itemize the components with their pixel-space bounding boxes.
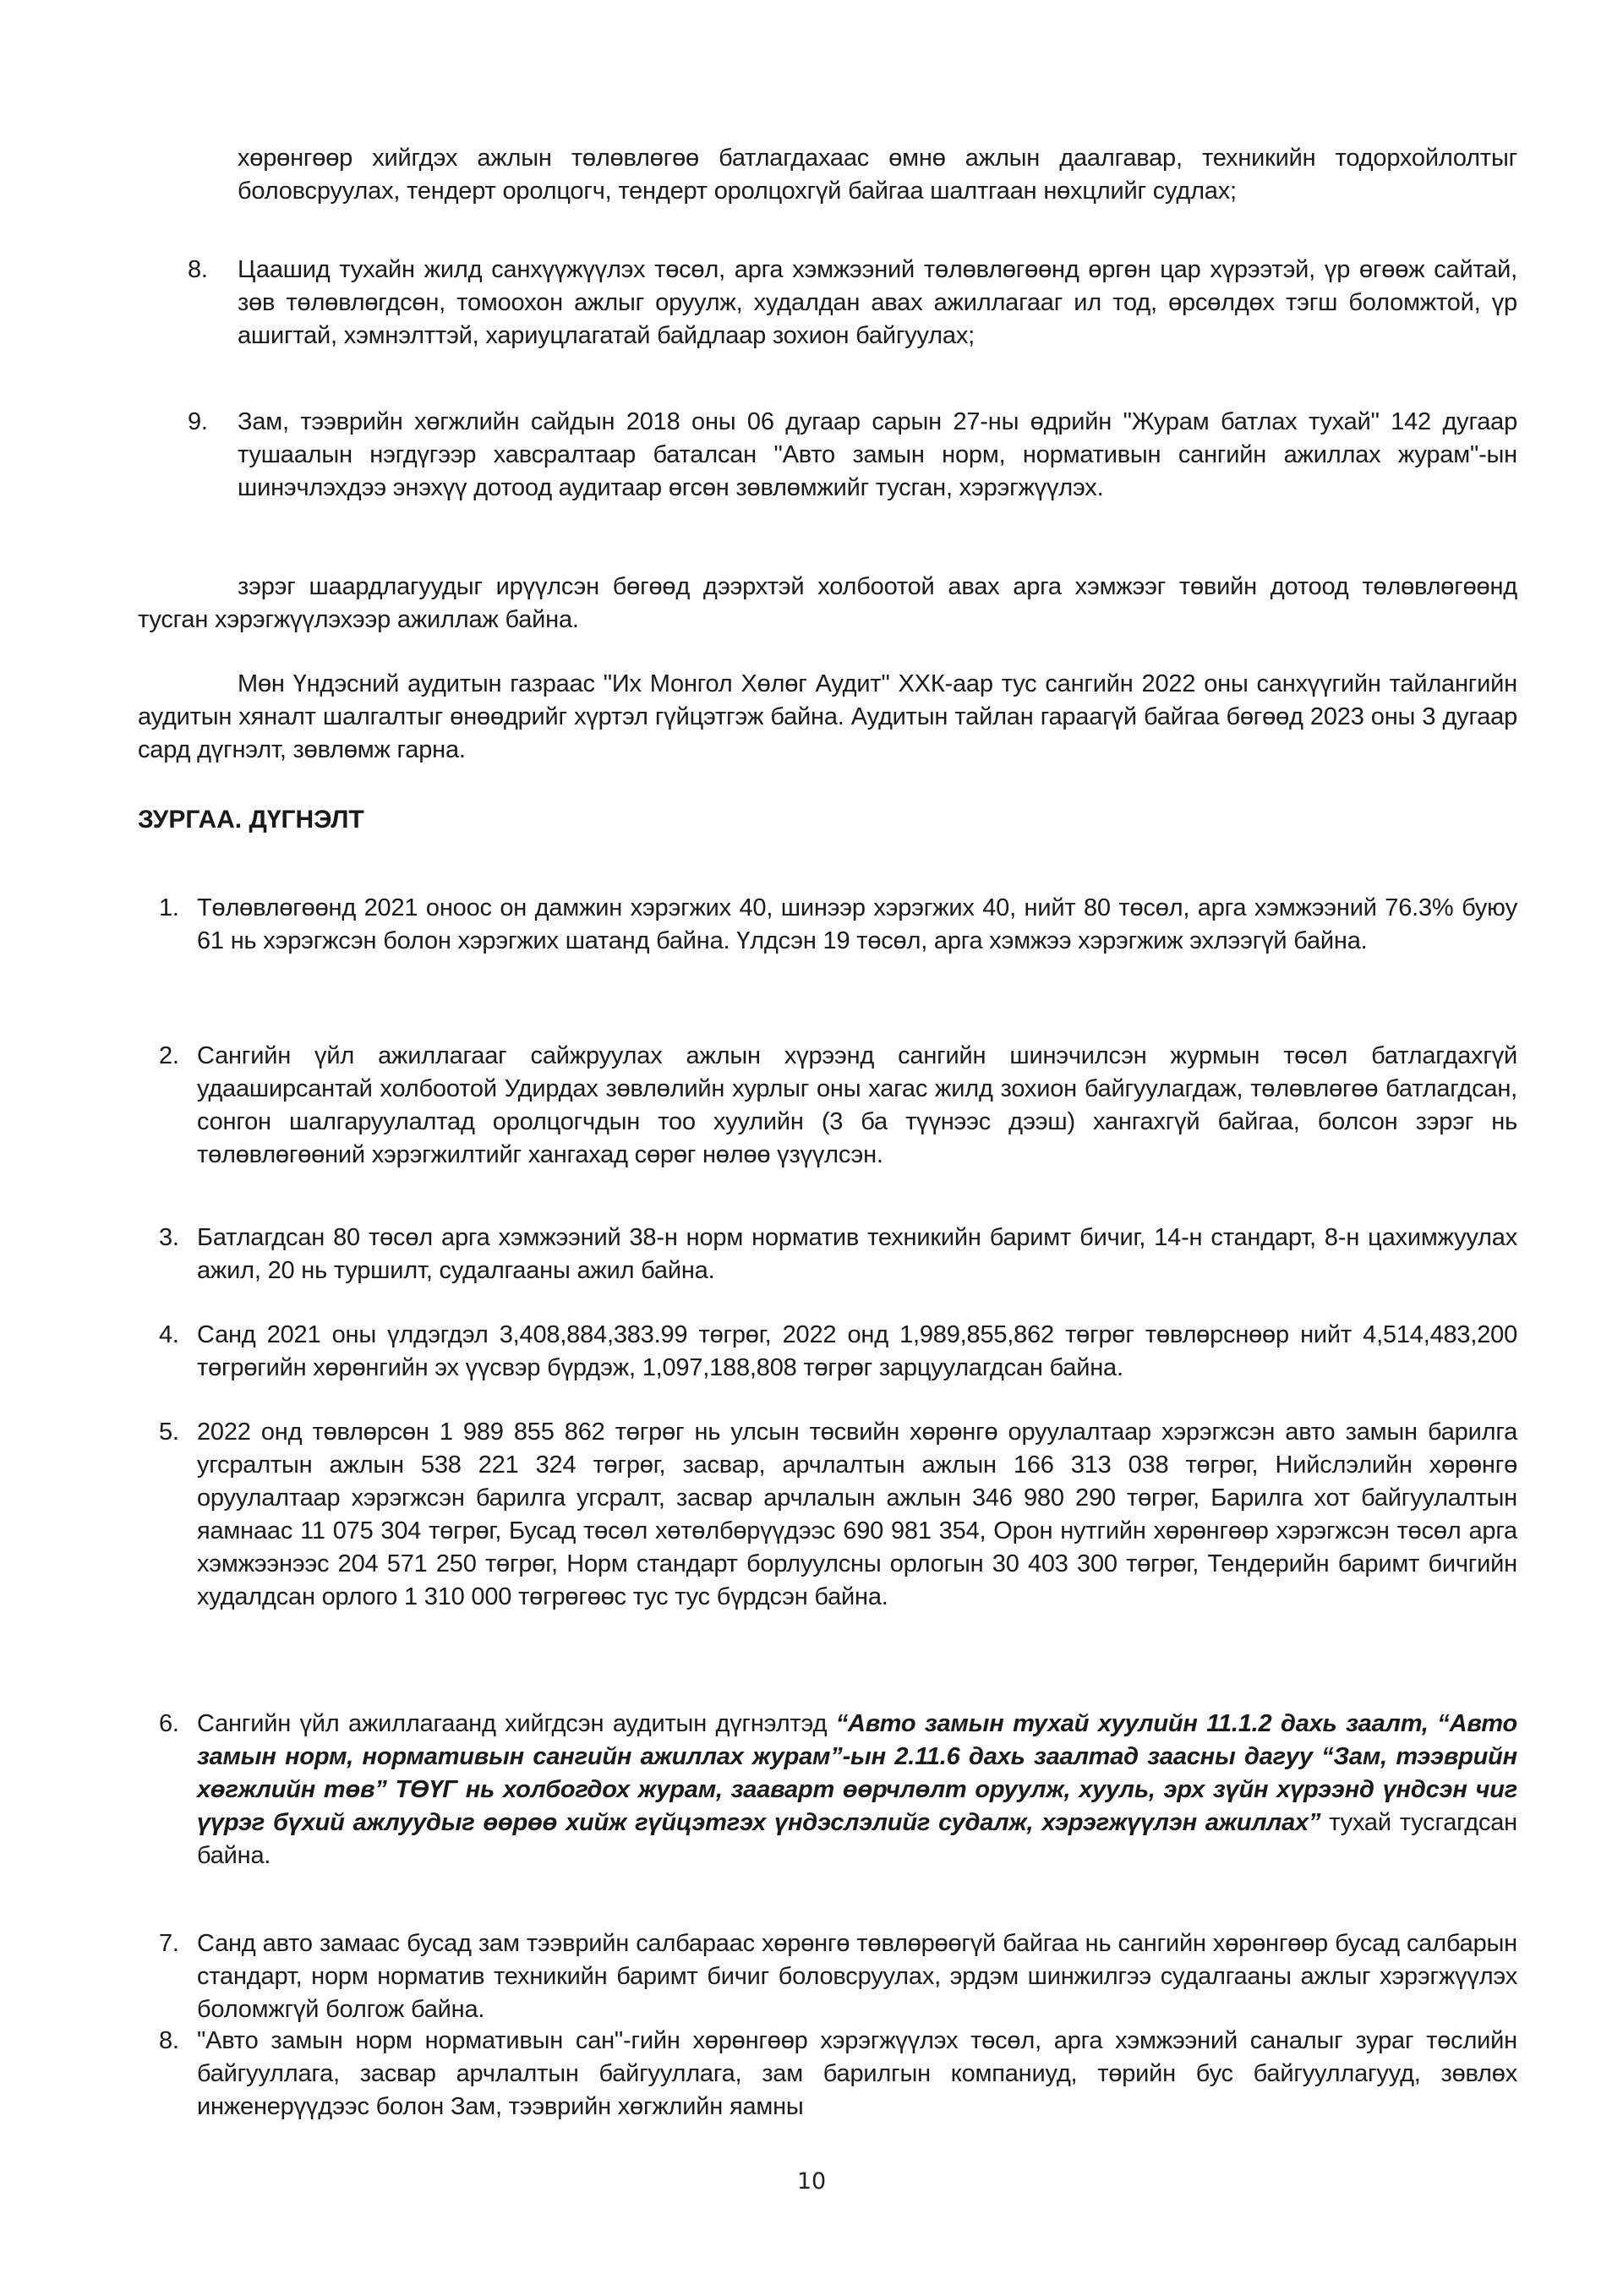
section-heading: ЗУРГАА. ДҮГНЭЛТ — [138, 806, 364, 834]
list-item-text: Төлөвлөгөөнд 2021 оноос он дамжин хэрэгжих 40, шинээр хэрэгжих 40, нийт 80 төсөл, арга хэмжээний 76.3% буюу 61 нь хэрэгжсэн болон хэрэгжих шатанд байна. Үлдсэн 19 төсөл, арга хэмжээ хэрэгжиж эхлээгүй байна. — [197, 894, 1517, 954]
conclusion-item-6 — [159, 1708, 1517, 1872]
audit-paragraph: Мөн Үндэсний аудитын газраас "Их Монгол Хөлөг Аудит" ХХК-аар тус сангийн 2022 оны санхүүгийн тайлангийн аудитын хяналт шалгалтыг өнөөдрийг хүртэл гүйцэтгэж байна. Аудитын тайлан гараагүй байгаа бөгөөд 2023 оны 3 дугаар сард дүгнэлт, зөвлөмж гарна. — [138, 670, 1517, 763]
conclusion-item-5 — [159, 1416, 1517, 1614]
conclusion-item-1 — [159, 892, 1517, 958]
list-number: 2. — [159, 1042, 179, 1069]
list-number: 4. — [159, 1321, 179, 1348]
page-number: 10 — [796, 2168, 827, 2195]
requirements-paragraph: зэрэг шаардлагуудыг ирүүлсэн бөгөөд дээрхтэй холбоотой авах арга хэмжээг төвийн дотоод төлөвлөгөөнд тусган хэрэгжүүлэхээр ажиллаж байна. — [138, 573, 1517, 633]
list-number: 7. — [159, 1930, 179, 1957]
list-item-text: Сангийн үйл ажиллагааг сайжруулах ажлын хүрээнд сангийн шинэчилсэн журмын төсөл батлагдахгүй удааширсантай холбоотой Удирдах зөвлөлийн хурлыг оны хагас жилд зохион байгуулагдаж, төлөвлөгөө батлагдсан, сонгон шалгаруулалтад оролцогчдын тоо хуулийн (3 ба түүнээс дээш) хангахгүй байгаа, болсон зэрэг нь төлөвлөгөөний хэрэгжилтийг хангахад сөрөг нөлөө үзүүлсэн. — [197, 1042, 1517, 1168]
list-number: 8. — [188, 256, 208, 283]
text-regular: Сангийн үйл ажиллагаанд хийгдсэн аудитын дүгнэлтэд — [197, 1710, 836, 1737]
list-number: 5. — [159, 1419, 179, 1446]
list-item-text: Санд 2021 оны үлдэгдэл 3,408,884,383.99 төгрөг, 2022 онд 1,989,855,862 төгрөг төвлөрснөөр нийт 4,514,483,200 төгрөгийн хөрөнгийн эх үүсвэр бүрдэж, 1,097,188,808 төгрөг зарцуулагдсан байна. — [197, 1321, 1517, 1381]
list-item-text: Санд авто замаас бусад зам тээврийн салбараас хөрөнгө төвлөрөөгүй байгаа нь сангийн хөрөнгөөр бусад салбарын стандарт, норм норматив техникийн баримт бичиг боловсруулах, эрдэм шинжилгээ судалгааны ажлыг хэрэгжүүлэх боломжгүй болгож байна. — [197, 1930, 1517, 2023]
list-item-text — [197, 1708, 1517, 1872]
list-number: 9. — [188, 408, 208, 435]
list-item-text: Зам, тээврийн хөгжлийн сайдын 2018 оны 06 дугаар сарын 27-ны өдрийн "Журам батлах тухай" 142 дугаар тушаалын нэгдүгээр хавсралтаар баталсан "Авто замын норм, нормативын сангийн ажиллах журам"-ын шинэчлэхдээ энэхүү дотоод аудитаар өгсөн зөвлөмжийг тусган, хэрэгжүүлэх. — [238, 408, 1517, 501]
list-number: 1. — [159, 894, 179, 921]
conclusion-item-8 — [159, 2025, 1517, 2124]
text-bold-italic-quote: “Авто замын тухай хуулийн 11.1.2 дахь заалт, “Авто замын норм, нормативын сангийн ажиллах журам”-ын 2.11.6 дахь заалтад заасны дагуу “Зам, тээврийн хөгжлийн төв” ТӨҮГ нь холбогдох журам, зааварт өөрчлөлт оруулж, хууль, эрх зүйн хүрээнд үндсэн чиг үүрэг бүхий ажлуудыг өөрөө хийж гүйцэтгэх үндэслэлийг судалж, хэрэгжүүлэн ажиллах” — [197, 1710, 1517, 1836]
text-regular: тухай тусгагдсан байна. — [197, 1809, 1517, 1869]
list-number: 8. — [159, 2027, 179, 2054]
continuation-paragraph: хөрөнгөөр хийгдэх ажлын төлөвлөгөө батлагдахаас өмнө ажлын даалгавар, техникийн тодорхойлолтыг боловсруулах, тендерт оролцогч, тендерт оролцохгүй байгаа шалтгаан нөхцлийг судлах; — [238, 145, 1517, 205]
conclusion-item-3 — [159, 1222, 1517, 1287]
conclusion-item-2 — [159, 1040, 1517, 1172]
list-number: 6. — [159, 1710, 179, 1737]
list-item-text: Батлагдсан 80 төсөл арга хэмжээний 38-н норм норматив техникийн баримт бичиг, 14-н стандарт, 8-н цахимжуулах ажил, 20 нь туршилт, судалгааны ажил байна. — [197, 1224, 1517, 1284]
list-item-text: 2022 онд төвлөрсөн 1 989 855 862 төгрөг нь улсын төсвийн хөрөнгө оруулалтаар хэрэгжсэн авто замын барилга угсралтын ажлын 538 221 324 төгрөг, засвар, арчлалтын ажлын 166 313 038 төгрөг, Нийслэлийн хөрөнгө оруулалтаар хэрэгжсэн барилга угсралт, засвар арчлалын ажлын 346 980 290 төгрөг, Барилга хот байгуулалтын яамнаас 11 075 304 төгрөг, Бусад төсөл хөтөлбөрүүдээс 690 981 354, Орон нутгийн хөрөнгөөр хэрэгжсэн төсөл арга хэмжээнээс 204 571 250 төгрөг, Норм стандарт борлуулсны орлогын 30 403 300 төгрөг, Тендерийн баримт бичгийн худалдсан орлого 1 310 000 төгрөгөөс тус тус бүрдсэн байна. — [197, 1419, 1517, 1610]
conclusion-item-7 — [159, 1927, 1517, 2026]
conclusion-item-4 — [159, 1319, 1517, 1385]
list-item-top-9 — [188, 406, 1517, 505]
list-item-top-8 — [188, 254, 1517, 353]
list-item-text: "Авто замын норм нормативын сан"-гийн хөрөнгөөр хэрэгжүүлэх төсөл, арга хэмжээний саналыг зураг төслийн байгууллага, засвар арчлалтын байгууллага, зам барилгын компаниуд, төрийн бус байгууллагууд, зөвлөх инженерүүдээс болон Зам, тээврийн хөгжлийн яамны — [197, 2027, 1517, 2120]
list-number: 3. — [159, 1224, 179, 1251]
list-item-text: Цаашид тухайн жилд санхүүжүүлэх төсөл, арга хэмжээний төлөвлөгөөнд өргөн цар хүрээтэй, үр өгөөж сайтай, зөв төлөвлөгдсөн, томоохон ажлыг оруулж, худалдан авах ажиллагааг ил тод, өрсөлдөх тэгш боломжтой, үр ашигтай, хэмнэлттэй, хариуцлагатай байдлаар зохион байгуулах; — [238, 256, 1517, 349]
